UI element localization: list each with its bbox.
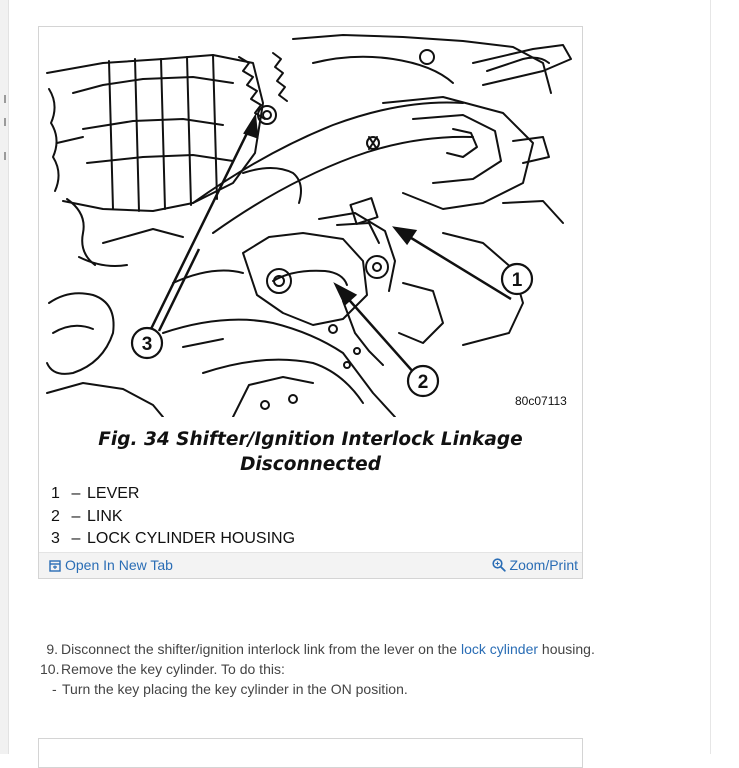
legend-num: 2 — [51, 507, 60, 525]
step-text: Disconnect the shifter/ignition interlock link from the lever on the — [61, 641, 461, 657]
figure-legend — [51, 483, 295, 551]
ruler-tick — [4, 95, 6, 103]
next-figure-card — [38, 738, 583, 768]
substep-item — [40, 679, 595, 699]
legend-label: LEVER — [87, 485, 140, 502]
zoom-print-label: Zoom/Print — [509, 557, 578, 573]
step-number: 10. — [40, 661, 60, 677]
open-in-new-tab-label: Open In New Tab — [65, 557, 173, 573]
figure-title-line1: Fig. 34 Shifter/Ignition Interlock Linkage — [98, 429, 523, 450]
step-item — [40, 639, 595, 659]
legend-label: LOCK CYLINDER HOUSING — [87, 530, 296, 547]
procedure-steps — [40, 639, 595, 699]
open-in-new-tab-link[interactable] — [49, 557, 173, 573]
legend-row — [51, 506, 295, 529]
figure-code: 80c07113 — [515, 394, 567, 408]
step-text-end: housing. — [538, 641, 595, 657]
steering-column-illustration — [43, 33, 575, 417]
legend-num: 1 — [51, 485, 60, 502]
ruler-tick — [4, 152, 6, 160]
ruler-tick — [4, 118, 6, 126]
legend-dash: – — [71, 507, 81, 525]
callout-2: 2 — [417, 372, 429, 393]
substep-bullet: - — [52, 681, 57, 697]
open-tab-icon — [49, 560, 61, 572]
left-ruler — [0, 0, 9, 754]
substep-text: Turn the key placing the key cylinder in the ON position. — [62, 681, 408, 697]
magnifier-icon — [492, 558, 506, 572]
zoom-print-link[interactable] — [492, 557, 578, 573]
legend-row — [51, 483, 295, 506]
right-divider — [710, 0, 711, 754]
figure-card — [38, 26, 583, 579]
callout-1: 1 — [511, 270, 523, 291]
legend-row — [51, 528, 295, 551]
step-text: Remove the key cylinder. To do this: — [61, 661, 285, 677]
lock-cylinder-link[interactable]: lock cylinder — [460, 641, 539, 657]
legend-dash: – — [71, 530, 81, 547]
step-item — [40, 659, 595, 679]
figure-title-line2: Disconnected — [240, 454, 381, 475]
step-number: 9. — [46, 641, 58, 657]
legend-num: 3 — [51, 530, 60, 547]
legend-label: LINK — [87, 507, 123, 525]
figure-image[interactable] — [39, 27, 582, 552]
figure-footer — [39, 552, 582, 578]
callout-3: 3 — [141, 334, 153, 355]
figure-title — [39, 427, 582, 477]
legend-dash: – — [71, 485, 81, 502]
